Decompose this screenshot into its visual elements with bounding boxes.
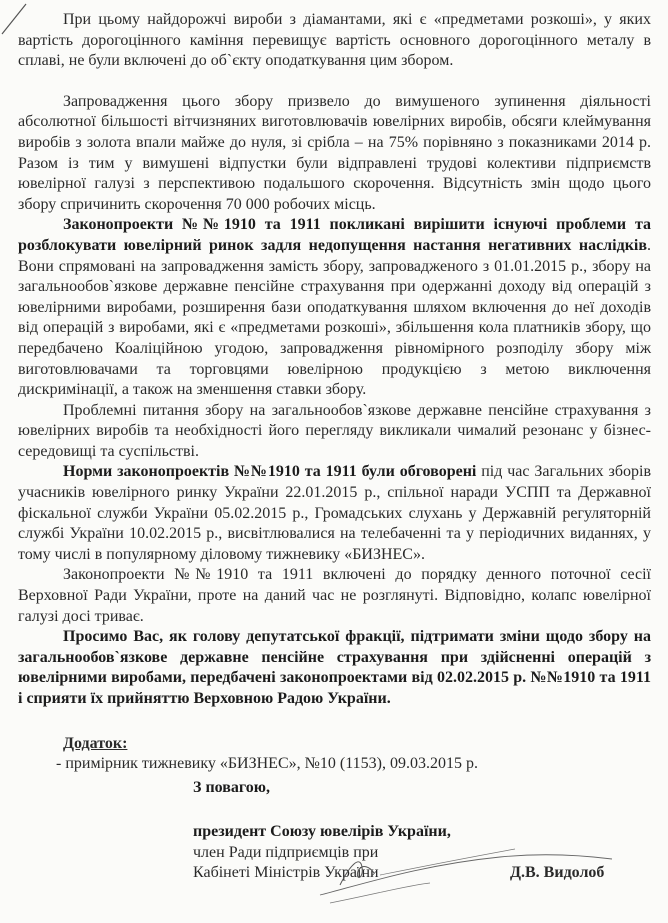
signer-line-3: Кабінеті Міністрів України — [193, 864, 379, 882]
addendum-title: Додаток: — [63, 734, 128, 752]
addendum — [56, 734, 651, 774]
paragraph-3: Законопроекти №№1910 та 1911 покликані вирішити існуючі проблеми та розблокувати ювелірний ринок задля недопущення настання негативних наслідків. Вони спрямовані на запровадження замість збору, запровадженого з 01.01.2015 р., збору на загальнообов`язкове державне пенсійне страхування при одержанні доходу від операцій з ювелірними виробами, розширення бази оподаткування шляхом включення до неї доходів від операцій з виробами, які є «предметами розкоші», збільшення кола платників збору, що передбачено Коаліційною угодою, запровадження рівномірного розподілу збору між виготовлювачами та торговцями ювелірною продукцією з метою виключення дискримінації, а також на зменшення ставки збору. — [18, 216, 651, 399]
paragraph-4: Проблемні питання збору на загальнообов`язкове державне пенсійне страхування з ювелірних виробів та необхідності його перегляду викликали чималий резонанс у бізнес-середовищі та суспільстві. — [18, 401, 651, 460]
addendum-item: - примірник тижневику «БИЗНЕС», №10 (1153), 09.03.2015 р. — [56, 754, 478, 772]
paragraph-6: Законопроекти №№1910 та 1911 включені до порядку денного поточної сесії Верховної Ради України, проте на даний час не розглянуті. Відповідно, колапс ювелірної галузі досі триває. — [18, 566, 651, 625]
signer-line-2: член Ради підприємців при — [193, 843, 379, 861]
paragraph-7-request: Просимо Вас, як голову депутатської фракції, підтримати зміни щодо збору на загальнообов`язкове державне пенсійне страхування при здійсненні операцій з ювелірними виробами, передбачені законопроектами від 02.02.2015 р. №№1910 та 1911 і сприяти їх прийняттю Верховною Радою України. — [18, 628, 651, 707]
letter-body — [18, 10, 651, 774]
paragraph-2: Запровадження цього збору призвело до вимушеного зупинення діяльності абсолютної більшості вітчизняних виготовлювачів ювелірних виробів, обсяги клеймування виробів з золота впали майже до нуля, зі срібла – на 75% порівняно з показниками 2014 р. Разом із тим у вимушені відпустки були відправлені трудові колективи підприємств ювелірної галузі з перспективою подальшого скорочення. Відсутність змін щодо цього збору спричинить скорочення 70 000 робочих місць. — [18, 92, 651, 213]
signer-position: президент Союзу ювелірів України, — [193, 823, 451, 840]
closing: З повагою, — [193, 779, 270, 796]
paragraph-1: При цьому найдорожчі вироби з діамантами, які є «предметами розкоші», у яких вартість дорогоцінного каміння перевищує вартість основного дорогоцінного металу в сплаві, не були включені до об`єкту оподаткування цим збором. — [18, 11, 651, 70]
signer-name: Д.В. Видолоб — [510, 864, 605, 881]
paragraph-5: Норми законопроектів №№1910 та 1911 були обговорені під час Загальних зборів учасників ювелірного ринку України 22.01.2015 р., спільної наради УСПП та Державної фіскальної служби України 05.02.2015 р., Громадських слухань у Державній регуляторній службі України 10.02.2015 р., висвітлювалися на телебаченні та у періодичних виданнях, у тому числі в популярному діловому тижневику «БИЗНЕС». — [18, 463, 652, 563]
